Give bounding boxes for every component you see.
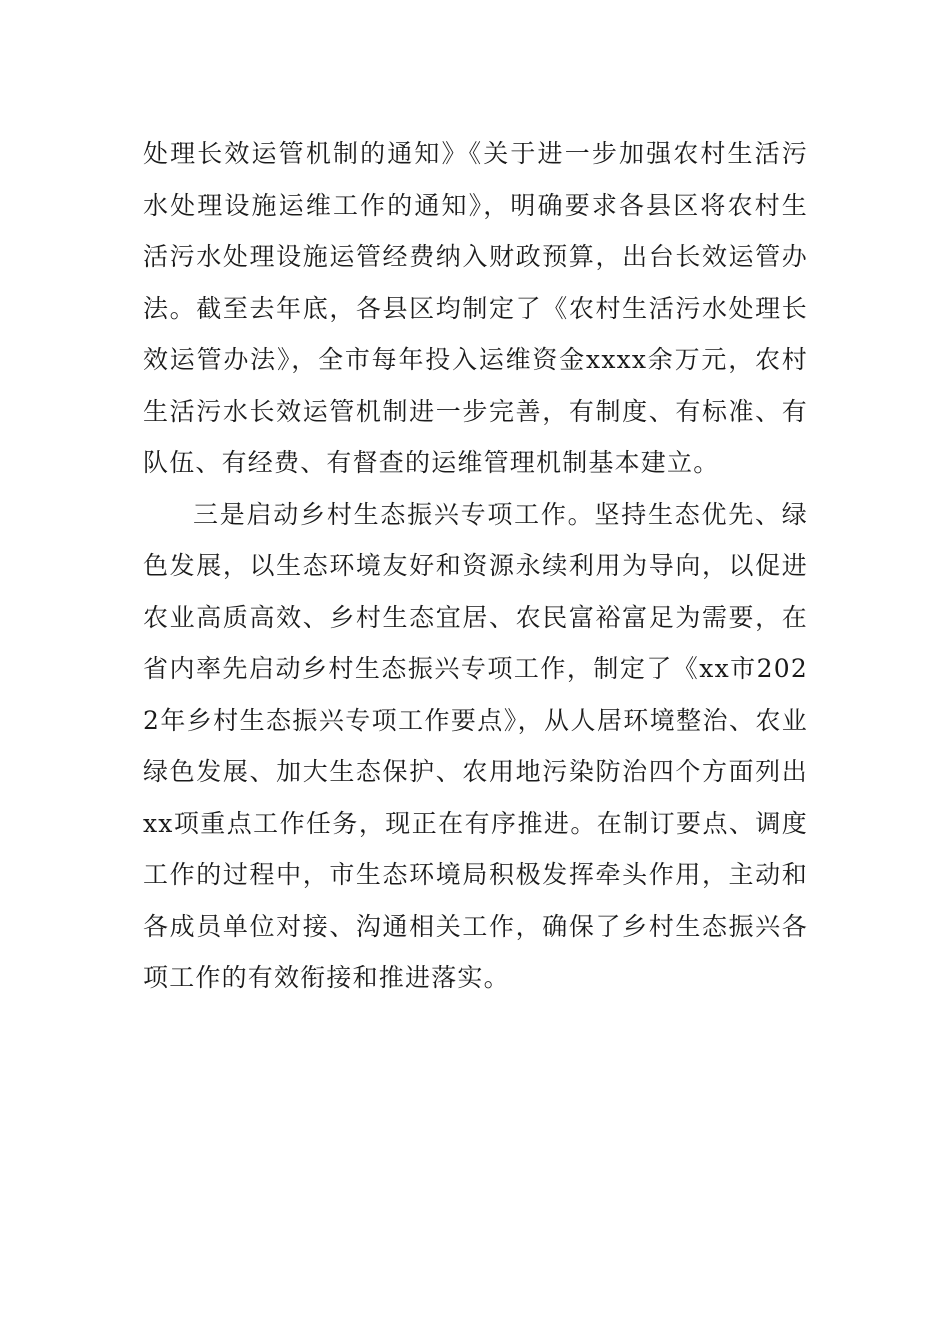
document-body xyxy=(143,128,808,1004)
paragraph-continuation: 处理长效运管机制的通知》《关于进一步加强农村生活污水处理设施运维工作的通知》，明确要求各县区将农村生活污水处理设施运管经费纳入财政预算，出台长效运管办法。截至去年底，各县区均制定了《农村生活污水处理长效运管办法》，全市每年投入运维资金xxxx余万元，农村生活污水长效运管机制进一步完善，有制度、有标准、有队伍、有经费、有督查的运维管理机制基本建立。 xyxy=(143,139,808,477)
paragraph-third-point: 三是启动乡村生态振兴专项工作。坚持生态优先、绿色发展，以生态环境友好和资源永续利用为导向，以促进农业高质高效、乡村生态宜居、农民富裕富足为需要，在省内率先启动乡村生态振兴专项工作，制定了《xx市2022年乡村生态振兴专项工作要点》，从人居环境整治、农业绿色发展、加大生态保护、农用地污染防治四个方面列出xx项重点工作任务，现正在有序推进。在制订要点、调度工作的过程中，市生态环境局积极发挥牵头作用，主动和各成员单位对接、沟通相关工作，确保了乡村生态振兴各项工作的有效衔接和推进落实。 xyxy=(143,499,808,992)
